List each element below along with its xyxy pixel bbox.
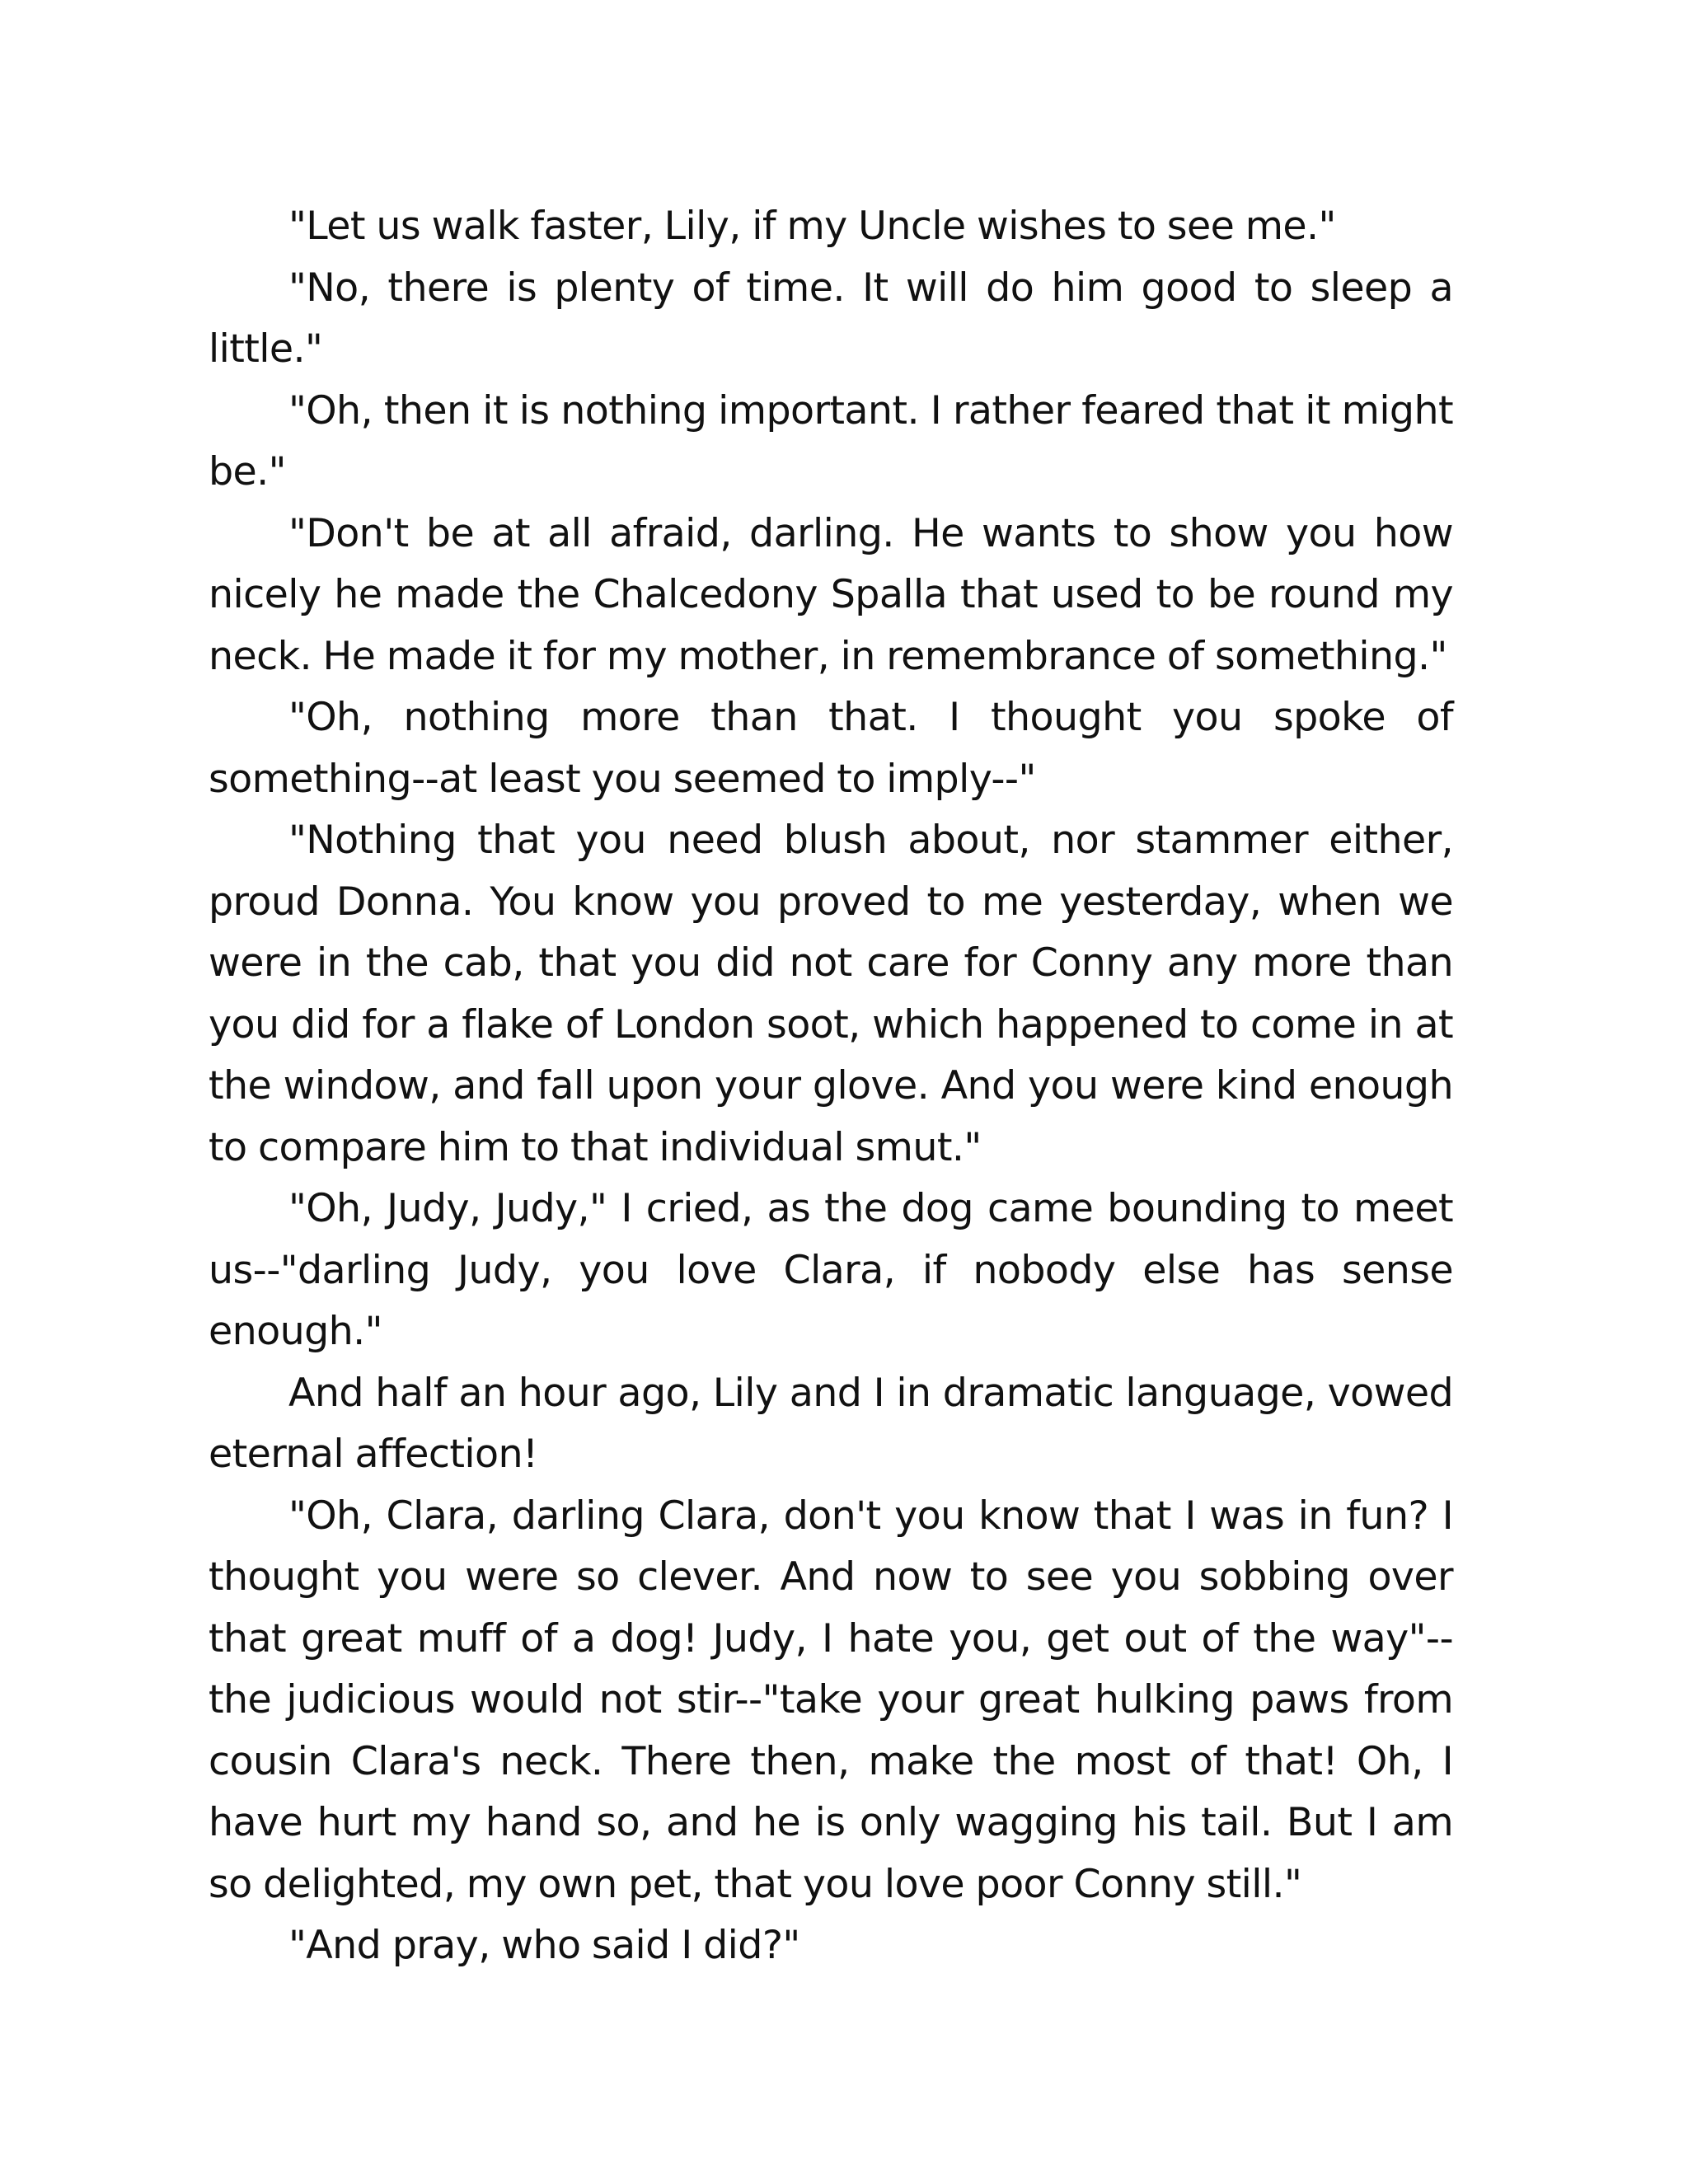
paragraph-7: "Oh, Judy, Judy," I cried, as the dog came bounding to meet us--"darling Judy, you love Clara, if nobody else has sense enough." — [209, 1186, 1453, 1354]
paragraph-4: "Don't be at all afraid, darling. He wants to show you how nicely he made the Chalcedony Spalla that used to be round my neck. He made it for my mother, in remembrance of something." — [209, 510, 1453, 679]
paragraph-5: "Oh, nothing more than that. I thought you spoke of something--at least you seemed to imply--" — [209, 695, 1453, 802]
paragraph-6: "Nothing that you need blush about, nor stammer either, proud Donna. You know you proved to me yesterday, when we were in the cab, that you did not care for Conny any more than you did for a flake of London soot, which happened to come in at the window, and fall upon your glove. And you were kind enough to compare him to that individual smut." — [209, 818, 1453, 1170]
paragraph-8: And half an hour ago, Lily and I in dramatic language, vowed eternal affection! — [209, 1370, 1453, 1477]
page-body — [209, 196, 1453, 1977]
paragraph-9: "Oh, Clara, darling Clara, don't you know that I was in fun? I thought you were so clever. And now to see you sobbing over that great muff of a dog! Judy, I hate you, get out of the way"--the judicious would not stir--"take your great hulking paws from cousin Clara's neck. There then, make the most of that! Oh, I have hurt my hand so, and he is only wagging his tail. But I am so delighted, my own pet, that you love poor Conny still." — [209, 1493, 1453, 1907]
paragraph-1: "Let us walk faster, Lily, if my Uncle wishes to see me." — [288, 204, 1336, 249]
paragraph-10: "And pray, who said I did?" — [288, 1923, 800, 1968]
paragraph-3: "Oh, then it is nothing important. I rather feared that it might be." — [209, 387, 1453, 494]
paragraph-2: "No, there is plenty of time. It will do him good to sleep a little." — [209, 265, 1453, 372]
